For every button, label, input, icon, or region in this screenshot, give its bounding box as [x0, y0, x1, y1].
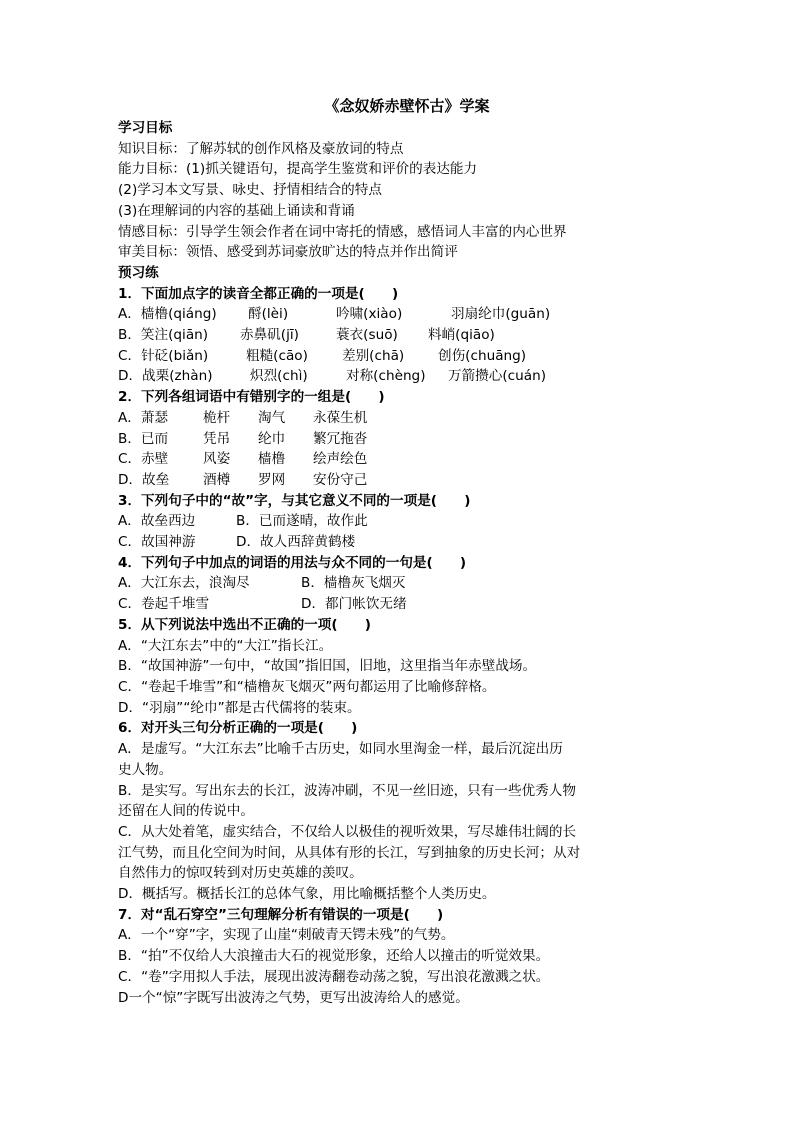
option-part: 桅杆 [203, 409, 231, 426]
question-1-stem: 1．下面加点字的读音全都正确的一项是( ) [118, 285, 399, 302]
option-part: B．樯橹灰飞烟灭 [301, 575, 406, 592]
option-part: 蓑衣(suō) [336, 327, 398, 344]
option-part: A．樯橹(qiáng) [118, 306, 217, 323]
option-part: 樯橹 [258, 451, 286, 468]
question-6-option-c-line1: C．从大处着笔，虚实结合，不仅给人以极佳的视听效果，写尽雄伟壮阔的长 [118, 823, 577, 840]
option-part: A．大江东去，浪淘尽 [118, 575, 250, 592]
option-part: 差别(chā) [342, 347, 405, 364]
option-part: 淘气 [258, 409, 286, 426]
question-7-option-a: A．一个“穿”字，实现了山崖“刺破青天锷未残”的气势。 [118, 927, 455, 944]
goal-line: 能力目标：(1)抓关键语句，提高学生鉴赏和评价的表达能力 [118, 161, 478, 178]
question-3-options-ab [118, 511, 678, 532]
question-6-option-c-line3: 自然伟力的惊叹转到对历史英雄的羡叹。 [118, 865, 363, 882]
option-part: D．故垒 [118, 471, 170, 488]
question-4-stem: 4．下列句子中加点的词语的用法与众不同的一句是( ) [118, 554, 467, 571]
question-5-option-b: B．“故国神游”一句中，“故国”指旧国，旧地，这里指当年赤壁战场。 [118, 658, 537, 675]
question-2-stem: 2．下列各组词语中有错别字的一组是( ) [118, 389, 385, 406]
document-page [118, 96, 678, 1008]
question-5-stem: 5．从下列说法中选出不正确的一项( ) [118, 616, 371, 633]
question-7-option-c: C．“卷”字用拟人手法，展现出波涛翻卷动荡之貌，写出浪花激溅之状。 [118, 968, 550, 985]
question-6-option-d: D．概括写。概括长江的总体气象，用比喻概括整个人类历史。 [118, 886, 496, 903]
option-part: 粗糙(cāo) [246, 347, 308, 364]
question-6-option-c-line2: 江气势，而且化空间为时间，从具体有形的长江，写到抽象的历史长河；从对 [118, 844, 581, 861]
option-part: B．已而 [118, 430, 169, 447]
question-3-stem: 3．下列句子中的“故”字，与其它意义不同的一项是( ) [118, 492, 471, 509]
question-2-option-c [118, 449, 678, 470]
option-part: 创伤(chuāng) [438, 347, 527, 364]
question-2-option-b [118, 429, 678, 450]
option-part: 纶巾 [258, 430, 286, 447]
question-6-option-a-line2: 史人物。 [118, 761, 173, 778]
option-part: 赤鼻矶(jī) [240, 327, 299, 344]
question-5-option-c: C．“卷起千堆雪”和“樯橹灰飞烟灭”两句都运用了比喻修辞格。 [118, 678, 496, 695]
question-1-option-a [118, 304, 678, 325]
question-4-options-cd [118, 594, 678, 615]
goal-line: 情感目标：引导学生领会作者在词中寄托的情感，感悟词人丰富的内心世界 [118, 223, 567, 240]
option-part: 万箭攒心(cuán) [448, 368, 547, 385]
option-part: 罗网 [258, 471, 286, 488]
question-1-option-b [118, 325, 678, 346]
question-7-option-b: B．“拍”不仅给人大浪撞击大石的视觉形象，还给人以撞击的听觉效果。 [118, 948, 550, 965]
question-2-option-a [118, 408, 678, 429]
option-part: 凭吊 [203, 430, 231, 447]
question-5-option-a: A．“大江东去”中的“大江”指长江。 [118, 637, 333, 654]
option-part: 绘声绘色 [313, 451, 368, 468]
option-part: C．卷起千堆雪 [118, 596, 210, 613]
option-part: B．已而遂晴，故作此 [236, 513, 368, 530]
goals-heading: 学习目标 [118, 120, 173, 136]
option-part: D．都门帐饮无绪 [301, 596, 407, 613]
question-6-option-b-line1: B．是实写。写出东去的长江，波涛冲刷，不见一丝旧迹，只有一些优秀人物 [118, 782, 576, 799]
option-part: C．赤壁 [118, 451, 169, 468]
option-part: 安份守己 [313, 471, 368, 488]
question-4-options-ab [118, 573, 678, 594]
question-5-option-d: D．“羽扇”“纶巾”都是古代儒将的装束。 [118, 699, 361, 716]
question-2-option-d [118, 470, 678, 491]
option-part: 炽烈(chì) [250, 368, 308, 385]
option-part: D．战栗(zhàn) [118, 368, 213, 385]
option-part: C．针砭(biǎn) [118, 347, 209, 364]
question-7-stem: 7．对“乱石穿空”三句理解分析有错误的一项是( ) [118, 906, 444, 923]
option-part: B．笑注(qiān) [118, 327, 209, 344]
question-6-stem: 6．对开头三句分析正确的一项是( ) [118, 720, 358, 737]
option-part: 繁冗拖沓 [313, 430, 368, 447]
option-part: 料峭(qiāo) [428, 327, 495, 344]
option-part: 羽扇纶巾(guān) [451, 306, 551, 323]
goal-line: (3)在理解词的内容的基础上诵读和背诵 [118, 202, 355, 219]
question-6-option-b-line2: 还留在人间的传说中。 [118, 803, 254, 820]
question-1-option-c [118, 346, 678, 367]
option-part: 风姿 [203, 451, 231, 468]
question-6-option-a-line1: A．是虚写。“大江东去”比喻千古历史，如同水里淘金一样，最后沉淀出历 [118, 741, 563, 758]
option-part: A．故垒西边 [118, 513, 196, 530]
option-part: A．萧瑟 [118, 409, 169, 426]
document-title: 《念奴娇赤壁怀古》学案 [324, 97, 490, 115]
option-part: C．故国神游 [118, 534, 196, 551]
question-1-option-d [118, 366, 678, 387]
goal-line: 审美目标：领悟、感受到苏词豪放旷达的特点并作出简评 [118, 244, 458, 261]
goal-line: (2)学习本文写景、咏史、抒情相结合的特点 [118, 182, 382, 199]
option-part: 酒樽 [203, 471, 231, 488]
option-part: 永葆生机 [313, 409, 368, 426]
question-7-option-d: D一个“惊”字既写出波涛之气势，更写出波涛给人的感觉。 [118, 989, 469, 1006]
option-part: 酹(lèi) [248, 306, 289, 323]
option-part: 对称(chèng) [346, 368, 426, 385]
goal-line: 知识目标：了解苏轼的创作风格及豪放词的特点 [118, 140, 404, 157]
question-3-options-cd [118, 532, 678, 553]
option-part: 吟啸(xiào) [336, 306, 403, 323]
practice-heading: 预习练 [118, 264, 159, 281]
option-part: D．故人西辞黄鹤楼 [236, 534, 356, 551]
